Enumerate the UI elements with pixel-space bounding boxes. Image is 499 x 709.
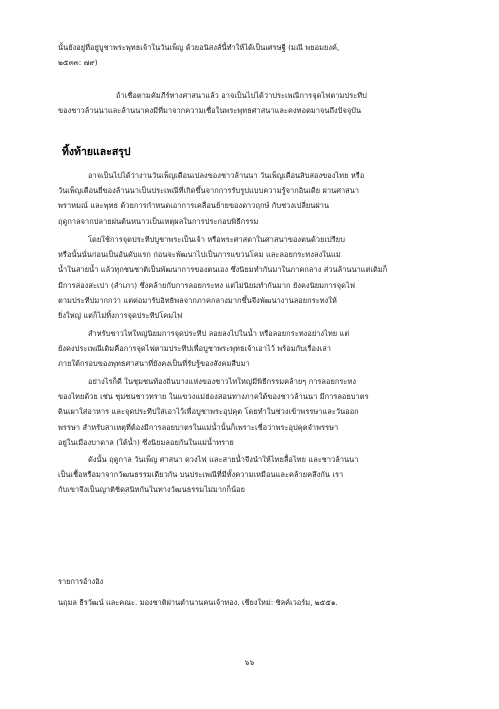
text-line: นั้นยังอยู่ที่อยู่บูชาพระพุทธเจ้าในวันเพ็ญ ด้วยอนิสงส์นี้ทำให้ได้เป็นเศรษฐี (มณี พยอมยงค์, xyxy=(58,43,340,52)
section-heading: ทิ้งท้ายและสรุป xyxy=(62,146,131,158)
text-line: ถ้าเชื่อตามคัมภีร์ทางศาสนาแล้ว อาจเป็นไปได้ว่าประเพณีการจุดไฟตามประทีป xyxy=(116,91,367,100)
text-line: ๒๕๓๓: ๗๙) xyxy=(58,58,98,68)
page-number: ๖๖ xyxy=(244,658,255,667)
text-line: อย่างไรก็ดี ในชุมชนท้องถิ่นบางแห่งของชาวไทใหญ่มีพิธีกรรมคล้ายๆ การลอยกระทง xyxy=(88,377,357,386)
text-line: อยู่ในเมืองบาดาล (ใต้น้ำ) ซึ่งนิยมลอยกันในแม่น้ำทราย xyxy=(58,437,234,447)
paragraph-summary-2 xyxy=(58,232,387,323)
paragraph-summary-3 xyxy=(58,326,349,372)
text-line: น้ำในสายน้ำ แล้วทุกชนชาติเป็นพัฒนาการของตนเอง ซึ่งนิยมทำกันมาในภาคกลาง ส่วนล้านนาแต่เดิมก็ xyxy=(58,265,388,275)
text-line: ของไทยด้วย เช่น ชุมชนชาวทราย ในแขวงแม่ฮ่องสอนทางภาคใต้ของชาวล้านนา มีการลอยบาตร xyxy=(58,392,369,402)
text-line: ดินเผาใส่อาหาร และจุดประทีปใส่เอาไว้เพื่อบูชาพระอุปคุต โดยทำในช่วงเข้าพรรษาและวันออก xyxy=(58,407,359,417)
paragraph-summary-5 xyxy=(58,452,358,498)
text-line: ฤดูกาลจากปลายฝนต้นหนาวเป็นเหตุผลในการประกอบพิธีกรรม xyxy=(58,216,259,226)
text-line: ตามประทีปมากกว่า แต่ต่อมารับอิทธิพลจากภาคกลางมากขึ้นจึงพัฒนางานลอยกระทงให้ xyxy=(58,295,337,305)
text-line: ยังคงประเพณีเดิมคือการจุดไฟตามประทีปเพื่อบูชาพระพุทธเจ้าเอาไว้ พร้อมกับเรื่องเล่า xyxy=(58,344,332,354)
text-line: ยิ่งใหญ่ แต่ก็ไม่ทิ้งการจุดประทีปโคมไฟ xyxy=(58,311,183,321)
text-line: วันเพ็ญเดือนยี่ของล้านนาเป็นประเพณีที่เกิดขึ้นจากการรับรูปแบบความรู้จากอินเดีย ผ่านศาสนา xyxy=(58,186,360,196)
text-line: อาจเป็นไปได้ว่างานวันเพ็ญเดือนเปลงของชาวล้านนา วันเพ็ญเดือนสิบสองของไทย หรือ xyxy=(88,171,365,180)
text-line: ภายใต้กรอบของพุทธศาสนาที่ยังคงเป็นที่รับรู้ของสังคมสืบมา xyxy=(58,359,250,369)
paragraph-summary-1 xyxy=(58,168,364,229)
text-line: พราหมณ์ และพุทธ ด้วยการกำหนดเอาการเคลื่อนย้ายของดาวฤกษ์ กับช่วงเปลี่ยนผ่าน xyxy=(58,201,330,211)
text-line: หรือนั้นนั่นก่อนเป็นอันดับแรก ก่อนจะพัฒนาไปเป็นการแขวนโคม และลอยกระทงลงในแม่ xyxy=(58,250,341,260)
text-line: โดยใช้การจุดประทีปบูชาพระเป็นเจ้า หรือพระศาสดาในศาสนาของตนด้วยเปรียบ xyxy=(88,235,345,244)
text-line: กับเขาจึงเป็นญาติชิดสนิทกันในทางวัฒนธรรมไม่มากก็น้อย xyxy=(58,485,246,495)
text-line: ของชาวล้านนาและล้านนาคงมีที่มาจากความเชื่อในพระพุทธศาสนาและคงทอดมาจนถึงปัจจุบัน xyxy=(58,106,362,116)
text-line: มีการล่องสะเปา (สำเภา) ซึ่งคล้ายกับการลอยกระทง แต่ไม่นิยมทำกันมาก ยังคงนิยมการจุดไฟ xyxy=(58,280,356,290)
text-line: ดังนั้น ฤดูกาล วันเพ็ญ ศาสนา ดวงไฟ และสายน้ำจึงนำให้ไทยลื้อไทย และชาวล้านนา xyxy=(88,455,359,464)
text-line: เป็นเชื้อหรือมาจากวัฒนธรรมเดียวกัน บนประเพณีที่มีทั้งความเหมือนและคล้ายคลึงกัน เรา xyxy=(58,470,344,480)
paragraph-offering xyxy=(58,88,367,118)
references-title: รายการอ้างอิง xyxy=(58,577,104,586)
reference-entry: นฤมล ธีรวัฒน์ และคณะ. มองชาติผ่านตำนานคนเจ้าทอง. เชียงใหม่: ซิลค์เวอร์ม, ๒๕๕๑. xyxy=(58,598,338,607)
text-line: สำหรับชาวไทใหญ่นิยมการจุดประทีป ลอยลงไปในน้ำ หรือลอยกระทงอย่างไทย แต่ xyxy=(88,329,350,338)
paragraph-intro xyxy=(58,40,339,70)
text-line: พรรษา สำหรับสาเหตุที่ต้องมีการลอยบาตรในแม่น้ำนั้นก็เพราะเชื่อว่าพระอุปคุตจำพรรษา xyxy=(58,422,339,432)
paragraph-summary-4 xyxy=(58,374,369,450)
